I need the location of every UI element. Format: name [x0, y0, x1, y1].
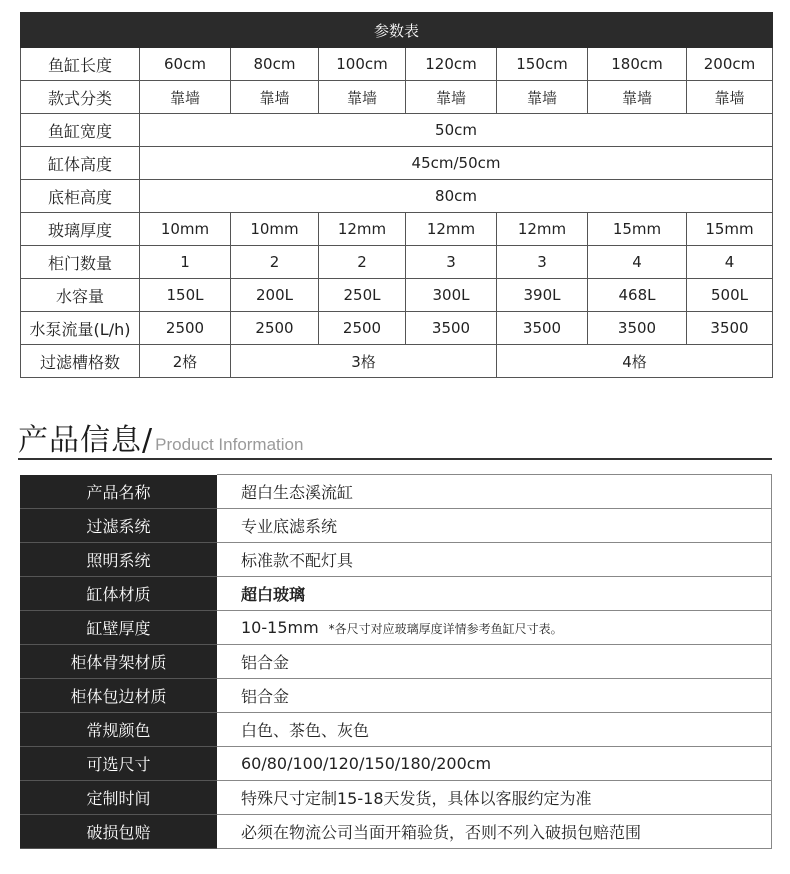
info-key: 缸壁厚度	[20, 611, 217, 645]
cell: 靠墙	[497, 81, 588, 114]
info-row	[20, 509, 772, 543]
spec-row-length	[21, 48, 773, 81]
cell: 2	[231, 246, 319, 279]
cell: 60cm	[140, 48, 231, 81]
cell: 3500	[406, 312, 497, 345]
cell: 2	[319, 246, 406, 279]
cell: 靠墙	[231, 81, 319, 114]
filter-cell-3: 3格	[231, 345, 497, 378]
info-key: 柜体包边材质	[20, 679, 217, 713]
cell: 200cm	[687, 48, 773, 81]
merged-cell: 45cm/50cm	[140, 147, 773, 180]
info-row	[20, 543, 772, 577]
cell: 500L	[687, 279, 773, 312]
row-label: 鱼缸宽度	[21, 114, 140, 147]
cell: 3	[406, 246, 497, 279]
cell: 150cm	[497, 48, 588, 81]
cell: 100cm	[319, 48, 406, 81]
cell: 3500	[497, 312, 588, 345]
info-note: *各尺寸对应玻璃厚度详情参考鱼缸尺寸表。	[328, 622, 563, 636]
cell: 靠墙	[588, 81, 687, 114]
info-value: 标准款不配灯具	[217, 543, 772, 577]
info-value: 专业底滤系统	[217, 509, 772, 543]
info-value: 铝合金	[217, 645, 772, 679]
info-row	[20, 713, 772, 747]
info-key: 过滤系统	[20, 509, 217, 543]
info-row	[20, 475, 772, 509]
spec-row-tank-height	[21, 147, 773, 180]
cell: 2500	[231, 312, 319, 345]
info-table	[20, 474, 772, 849]
cell: 3500	[687, 312, 773, 345]
info-key: 照明系统	[20, 543, 217, 577]
info-key: 缸体材质	[20, 577, 217, 611]
cell: 10mm	[231, 213, 319, 246]
spec-table	[20, 12, 773, 378]
spec-row-cabinet-height	[21, 180, 773, 213]
cell: 12mm	[406, 213, 497, 246]
info-row	[20, 815, 772, 849]
info-value: 白色、茶色、灰色	[217, 713, 772, 747]
info-value: 超白生态溪流缸	[217, 475, 772, 509]
cell: 1	[140, 246, 231, 279]
info-row	[20, 611, 772, 645]
cell: 120cm	[406, 48, 497, 81]
merged-cell: 80cm	[140, 180, 773, 213]
spec-row-glass	[21, 213, 773, 246]
cell: 12mm	[497, 213, 588, 246]
spec-row-filter	[21, 345, 773, 378]
info-value: 铝合金	[217, 679, 772, 713]
cell: 2500	[319, 312, 406, 345]
row-label: 水容量	[21, 279, 140, 312]
row-label: 鱼缸长度	[21, 48, 140, 81]
row-label: 水泵流量(L/h)	[21, 312, 140, 345]
row-label: 玻璃厚度	[21, 213, 140, 246]
cell: 390L	[497, 279, 588, 312]
spec-row-width	[21, 114, 773, 147]
info-key: 产品名称	[20, 475, 217, 509]
cell: 10mm	[140, 213, 231, 246]
filter-cell-2: 2格	[140, 345, 231, 378]
section-title-en: Product Information	[155, 435, 304, 454]
info-value: 特殊尺寸定制15-18天发货，具体以客服约定为准	[217, 781, 772, 815]
info-key: 可选尺寸	[20, 747, 217, 781]
merged-cell: 50cm	[140, 114, 773, 147]
cell: 200L	[231, 279, 319, 312]
row-label: 缸体高度	[21, 147, 140, 180]
cell: 3	[497, 246, 588, 279]
info-value: 超白玻璃	[217, 577, 772, 611]
cell: 150L	[140, 279, 231, 312]
info-row	[20, 781, 772, 815]
cell: 12mm	[319, 213, 406, 246]
cell: 80cm	[231, 48, 319, 81]
info-value: 必须在物流公司当面开箱验货，否则不列入破损包赔范围	[217, 815, 772, 849]
cell: 15mm	[588, 213, 687, 246]
spec-row-style	[21, 81, 773, 114]
info-row	[20, 577, 772, 611]
cell: 180cm	[588, 48, 687, 81]
spec-row-doors	[21, 246, 773, 279]
cell: 2500	[140, 312, 231, 345]
section-heading	[18, 415, 303, 459]
section-title-zh: 产品信息/	[18, 423, 154, 458]
info-value-wrap	[217, 611, 772, 645]
spec-section	[20, 12, 772, 378]
info-key: 常规颜色	[20, 713, 217, 747]
filter-cell-4: 4格	[497, 345, 773, 378]
spec-row-pump	[21, 312, 773, 345]
cell: 300L	[406, 279, 497, 312]
info-value: 10-15mm	[241, 618, 319, 637]
cell: 靠墙	[406, 81, 497, 114]
row-label: 款式分类	[21, 81, 140, 114]
cell: 15mm	[687, 213, 773, 246]
section-divider	[18, 458, 772, 460]
info-value: 60/80/100/120/150/180/200cm	[217, 747, 772, 781]
cell: 468L	[588, 279, 687, 312]
info-row	[20, 747, 772, 781]
cell: 靠墙	[140, 81, 231, 114]
spec-title-row	[21, 13, 773, 48]
info-key: 破损包赔	[20, 815, 217, 849]
row-label: 底柜高度	[21, 180, 140, 213]
cell: 靠墙	[687, 81, 773, 114]
spec-title: 参数表	[21, 13, 773, 48]
info-key: 定制时间	[20, 781, 217, 815]
cell: 靠墙	[319, 81, 406, 114]
cell: 250L	[319, 279, 406, 312]
cell: 4	[588, 246, 687, 279]
cell: 3500	[588, 312, 687, 345]
row-label: 过滤槽格数	[21, 345, 140, 378]
info-row	[20, 679, 772, 713]
spec-row-volume	[21, 279, 773, 312]
info-row	[20, 645, 772, 679]
info-key: 柜体骨架材质	[20, 645, 217, 679]
cell: 4	[687, 246, 773, 279]
row-label: 柜门数量	[21, 246, 140, 279]
